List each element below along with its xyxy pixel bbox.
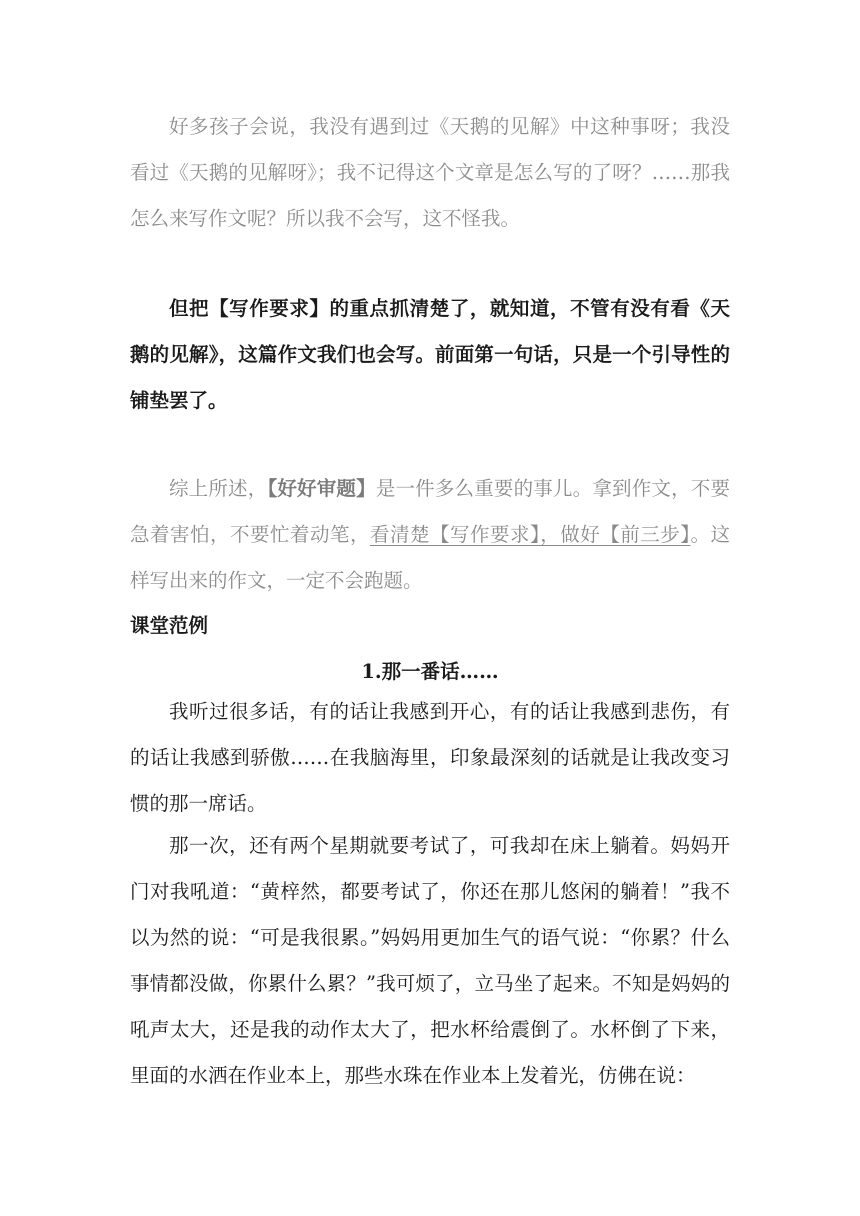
essay-paragraph-1: 我听过很多话，有的话让我感到开心，有的话让我感到悲伤，有的话让我感到骄傲……在我脑海里，印象最深刻的话就是让我改变习惯的那一席话。 bbox=[130, 700, 730, 815]
essay-paragraph-2: 那一次，还有两个星期就要考试了，可我却在床上躺着。妈妈开门对我吼道：“黄梓然，都要考试了，你还在那儿悠闲的躺着！”我不以为然的说：“可是我很累。”妈妈用更加生气的语气说：“你累？什么事情都没做，你累什么累？”我可烦了，立马坐了起来。不知是妈妈的吼声太大，还是我的动作太大了，把水杯给震倒了。水杯倒了下来，里面的水洒在作业本上，那些水珠在作业本上发着光，仿佛在说： bbox=[130, 834, 730, 1087]
summary-paragraph bbox=[130, 466, 730, 604]
key-point-paragraph: 但把【写作要求】的重点抓清楚了，就知道，不管有没有看《天鹅的见解》，这篇作文我们也会写。前面第一句话，只是一个引导性的铺垫罢了。 bbox=[130, 297, 730, 412]
summary-underlined: 看清楚【写作要求】，做好【前三步】 bbox=[369, 523, 691, 546]
summary-text-2: 是一件多么重要的事儿。拿到作文，不要急着害怕，不要忙着动笔， bbox=[130, 477, 730, 546]
summary-text-1: 综上所述， bbox=[169, 477, 268, 500]
section-heading: 课堂范例 bbox=[130, 614, 209, 637]
summary-highlight: 【好好审题】 bbox=[267, 477, 376, 500]
summary-text-3: 。这样写出来的作文，一定不会跑题。 bbox=[130, 523, 730, 592]
intro-paragraph: 好多孩子会说，我没有遇到过《天鹅的见解》中这种事呀；我没看过《天鹅的见解呀》；我不记得这个文章是怎么写的了呀？……那我怎么来写作文呢？所以我不会写，这不怪我。 bbox=[130, 115, 730, 230]
essay-title: 1.那一番话…… bbox=[361, 660, 499, 683]
